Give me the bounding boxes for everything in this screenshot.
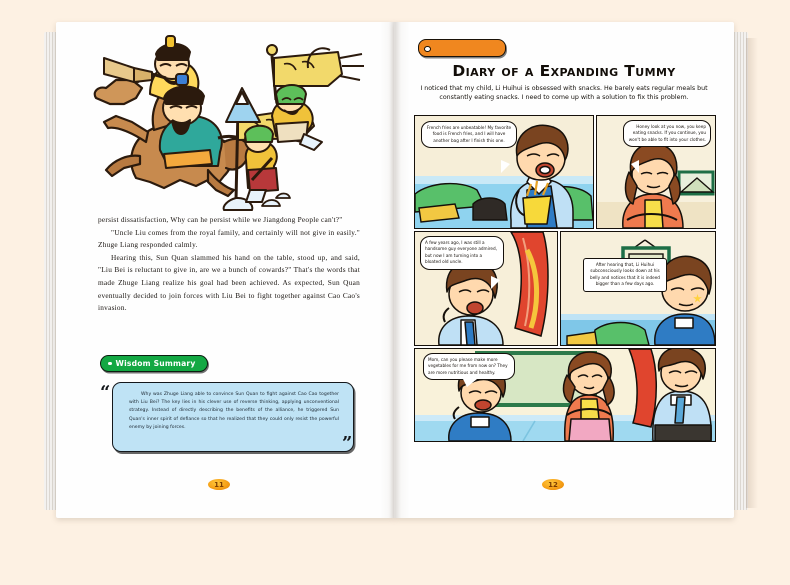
comic-panel-5: [414, 348, 716, 442]
panel-1-speech-bubble: [421, 121, 517, 148]
left-page-body-text: [98, 214, 360, 315]
left-page-number: 11: [208, 479, 230, 490]
comic-panel-1: [414, 115, 594, 229]
bullet-dot-icon: [108, 362, 112, 366]
wisdom-summary-label: Wisdom Summary: [115, 359, 196, 368]
three-kingdoms-warriors-illustration: [76, 30, 376, 222]
panel-1-bubble-tail-icon: [501, 160, 510, 173]
left-page: [56, 22, 394, 518]
panel-3-speech-bubble: [420, 236, 504, 270]
paragraph-3: Hearing this, Sun Quan slammed his hand on the table, stood up, and said, "Liu Bei is reluctant to give in, are we a bunch of cowards?" That's the words that made Zhuge Liang realize his goal had been achieved. As expected, Sun Quan eventually decided to join forces with Liu Bei to fight together against Cao Cao's invasion.: [98, 252, 360, 313]
comic-row-3: [414, 348, 714, 440]
intro-text: I noticed that my child, Li Huihui is obsessed with snacks. He barely eats regular meals but constantly eating snacks. I need to come up with a solution to fix this problem.: [420, 85, 708, 101]
paragraph-1: persist dissatisfaction, Why can he persist while we Jiangdong People can't?": [98, 215, 343, 224]
wisdom-summary-badge: [100, 355, 208, 372]
comic-strip: [414, 115, 714, 459]
wisdom-quote-text: Why was Zhuge Liang able to convince Sun Quan to fight against Cao Cao together with Liu Bei? The key lies in his clever use of reverse thinking, applying unconventional strategy. Instead of directly describing the benefits of the alliance, he triggered Sun Quan's inner spirit of defiance so that he realized that they could only resist the powerful enemy by joining forces.: [129, 392, 339, 430]
right-page-number: 12: [542, 479, 564, 490]
paragraph-2: "Uncle Liu comes from the royal family, and certainly will not give in easily." Zhuge Liang responded calmly.: [98, 227, 360, 250]
quote-open-icon: “: [100, 382, 111, 403]
panel-5-speech-bubble: [423, 353, 515, 380]
orange-tag-icon: [418, 39, 506, 57]
page-title: Diary of a Expanding Tummy: [452, 62, 676, 80]
comic-panel-2: [596, 115, 716, 229]
tag-hole-icon: [424, 46, 431, 52]
open-book: [28, 22, 762, 518]
panel-1-speech-text: French fries are unbeatable! My favorite food is French fries, and I will have another bag after I finish this one.: [426, 125, 512, 143]
comic-row-1: [414, 115, 714, 227]
wisdom-quote-box: [112, 382, 354, 452]
right-page: [394, 22, 734, 518]
panel-3-speech-text: A few years ago, I was still a handsome guy everyone admired, but now I am turning into a bloated old uncle.: [425, 240, 497, 265]
panel-2-speech-bubble: [623, 120, 711, 147]
panel-4-caption-bubble: [583, 258, 667, 292]
comic-panel-4: [560, 231, 716, 346]
book-drop-shadow: [746, 38, 758, 508]
left-page-edge-stack: [44, 32, 56, 510]
quote-close-icon: ”: [342, 433, 353, 454]
panel-3-bubble-tail-icon: [491, 276, 500, 289]
panel-5-speech-text: Mom, can you please make more vegetables for me from now on? They are more nutritious and healthy.: [428, 357, 508, 375]
panel-4-caption-text: After hearing that, Li Huihui subconsciously looks down at his belly and notices that it is indeed bigger than a few days ago.: [590, 262, 660, 287]
comic-row-2: [414, 231, 714, 344]
comic-panel-3: [414, 231, 558, 346]
panel-2-speech-text: Honey look at you now, you keep eating snacks. If you continue, you won't be able to fit into your clothes.: [628, 124, 706, 142]
panel-5-bubble-tail-icon: [463, 379, 477, 387]
panel-2-bubble-tail-icon: [631, 160, 639, 173]
